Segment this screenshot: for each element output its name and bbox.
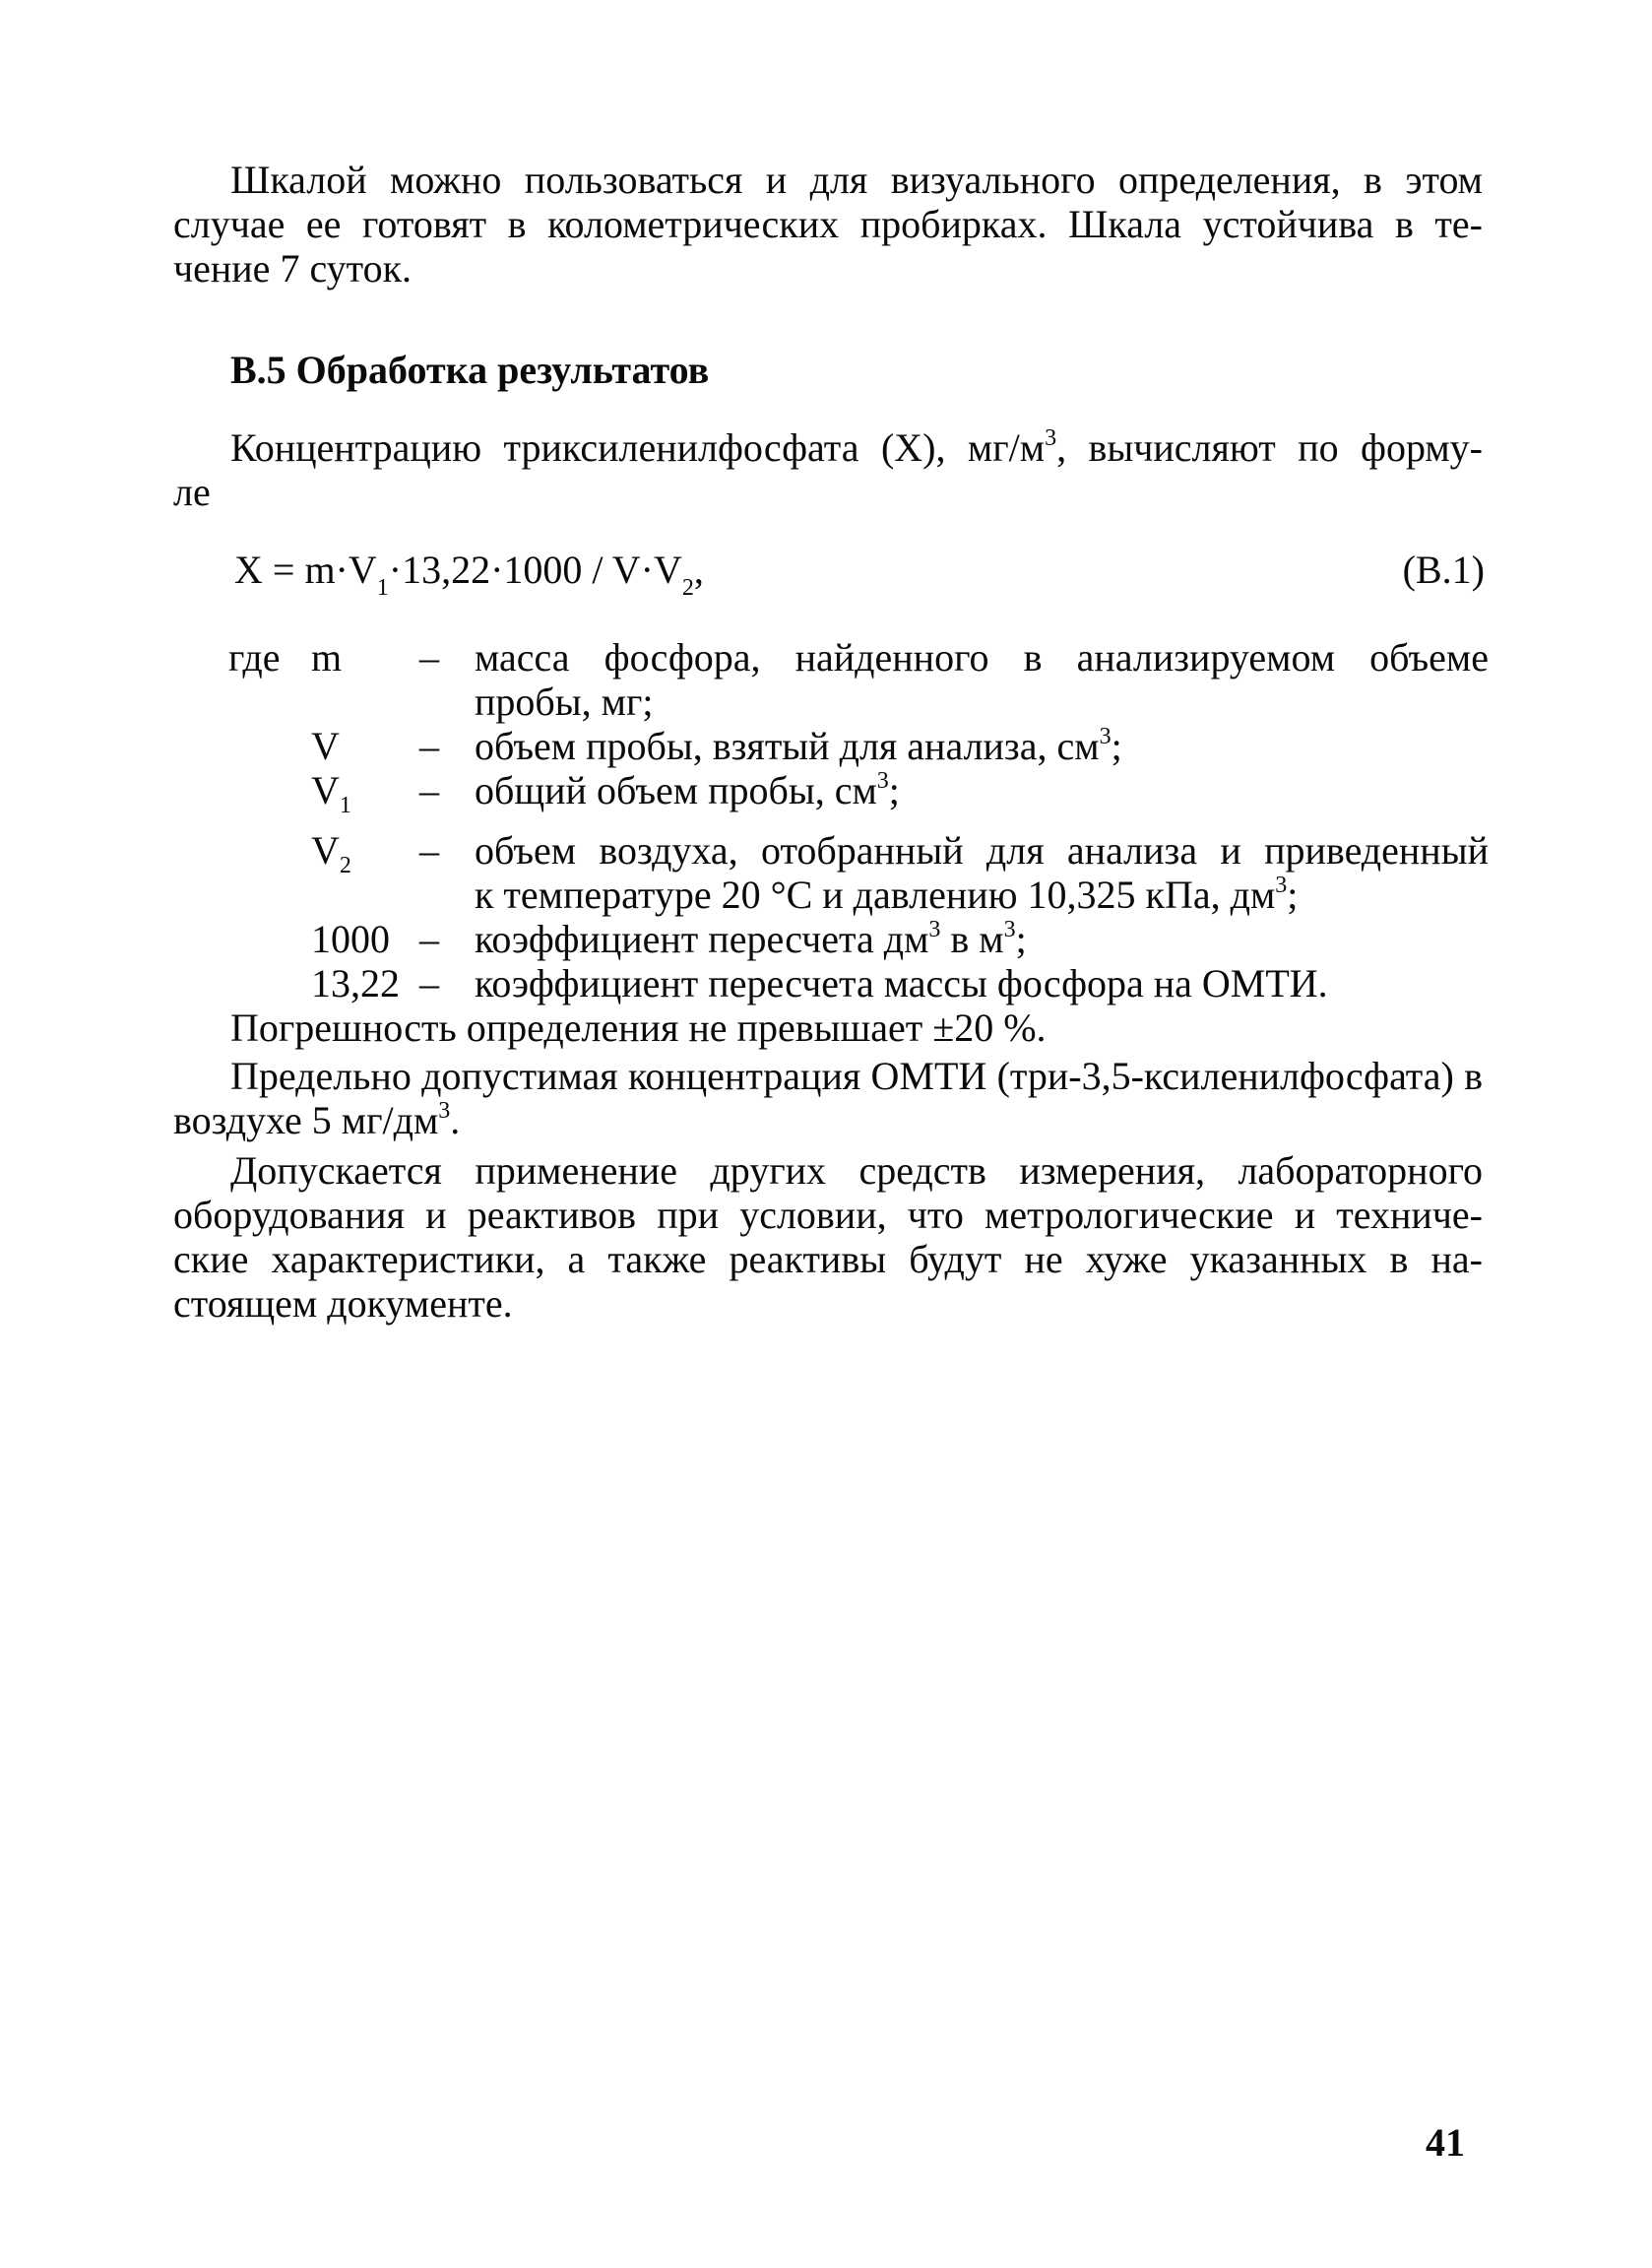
definition-text — [475, 917, 1489, 961]
section-heading: В.5 Обработка результатов — [230, 348, 710, 392]
where-label: где — [228, 635, 281, 680]
definition-row — [228, 724, 1489, 768]
text-line: стоящем документе. — [173, 1281, 513, 1326]
superscript: 3 — [928, 917, 941, 942]
formula-part: , — [693, 548, 704, 592]
text-line: случае ее готовят в колометрических пробирках. Шкала устойчива в те- — [173, 202, 1483, 246]
formula-subscript: 2 — [681, 575, 694, 601]
text-line: чение 7 суток. — [173, 246, 413, 291]
text-fragment: объем пробы, взятый для анализа, см — [475, 724, 1100, 768]
definition-text — [475, 828, 1489, 917]
text-line: Погрешность определения не превышает ±20 %. — [230, 1005, 1047, 1050]
text-fragment: ; — [1111, 724, 1122, 768]
text-line — [173, 1098, 1483, 1142]
definition-row — [228, 917, 1489, 961]
paragraph-allowed-means — [173, 1148, 1483, 1326]
formula-b1 — [234, 547, 1485, 606]
definition-symbol: m — [311, 635, 343, 680]
superscript: 3 — [1099, 724, 1112, 749]
paragraph-scale-usage — [173, 158, 1483, 291]
definition-dash: – — [419, 917, 439, 961]
equation-number: (В.1) — [1402, 548, 1485, 592]
text-fragment: . — [450, 1098, 461, 1142]
superscript: 3 — [876, 768, 889, 794]
text-fragment: Концентрацию триксиленилфосфата (Х), мг/м — [230, 425, 1046, 470]
paragraph-limit — [173, 1054, 1483, 1142]
text-line: Предельно допустимая концентрация ОМТИ (три-3,5-ксиленилфосфата) в — [230, 1054, 1483, 1098]
page-number: 41 — [1426, 2120, 1465, 2165]
text-line: масса фосфора, найденного в анализируемом объеме — [475, 635, 1489, 680]
symbol-letter: V — [311, 828, 340, 873]
definition-symbol — [311, 828, 419, 888]
text-line: оборудования и реактивов при условии, что метрологические и техниче- — [173, 1193, 1483, 1237]
definition-row — [228, 828, 1489, 917]
definition-symbol: 1000 — [311, 917, 390, 961]
definition-row — [228, 768, 1489, 828]
definition-symbol — [311, 768, 419, 828]
text-fragment: коэффициент пересчета дм — [475, 917, 929, 961]
definition-text: коэффициент пересчета массы фосфора на ОМТИ. — [475, 961, 1328, 1005]
definition-text — [475, 768, 1489, 812]
definition-row — [228, 961, 1489, 1005]
paragraph-concentration-intro — [173, 425, 1483, 514]
symbol-letter: V — [311, 768, 340, 812]
text-line — [475, 873, 1489, 917]
text-fragment: общий объем пробы, см — [475, 768, 877, 812]
definition-dash: – — [419, 724, 439, 768]
text-fragment: ; — [888, 768, 900, 812]
superscript: 3 — [1275, 873, 1288, 898]
variable-definitions — [228, 635, 1489, 1005]
definition-symbol: V — [311, 724, 340, 768]
formula-expression — [234, 547, 704, 602]
superscript: 3 — [438, 1098, 451, 1124]
formula-part: X = m·V — [234, 548, 377, 592]
text-fragment: ; — [1287, 873, 1299, 917]
symbol-subscript: 1 — [339, 793, 351, 818]
formula-subscript: 1 — [376, 575, 389, 601]
text-fragment: ; — [1015, 917, 1027, 961]
definition-dash: – — [419, 635, 439, 680]
superscript: 3 — [1045, 425, 1057, 451]
paragraph-error — [173, 1005, 1483, 1050]
definition-dash: – — [419, 961, 439, 1005]
text-line: пробы, мг; — [475, 680, 654, 724]
definition-text — [475, 724, 1489, 768]
definition-symbol: 13,22 — [311, 961, 400, 1005]
definition-text — [475, 635, 1489, 724]
text-line: ские характеристики, а также реактивы будут не хуже указанных в на- — [173, 1237, 1483, 1281]
formula-part: ·13,22·1000 / V·V — [388, 548, 682, 592]
text-line: Шкалой можно пользоваться и для визуального определения, в этом — [230, 158, 1483, 202]
symbol-subscript: 2 — [339, 853, 351, 878]
text-fragment: воздухе 5 мг/дм — [173, 1098, 439, 1142]
definition-dash: – — [419, 768, 439, 812]
text-fragment: в м — [940, 917, 1004, 961]
text-fragment: , вычисляют по форму- — [1056, 425, 1483, 470]
text-line — [173, 425, 1483, 470]
definition-row — [228, 635, 1489, 724]
definition-dash: – — [419, 828, 439, 873]
text-line: объем воздуха, отобранный для анализа и приведенный — [475, 828, 1489, 873]
text-line: ле — [173, 470, 211, 514]
text-line: Допускается применение других средств измерения, лабораторного — [230, 1148, 1483, 1193]
text-fragment: к температуре 20 °С и давлению 10,325 кПа, дм — [475, 873, 1276, 917]
superscript: 3 — [1003, 917, 1016, 942]
